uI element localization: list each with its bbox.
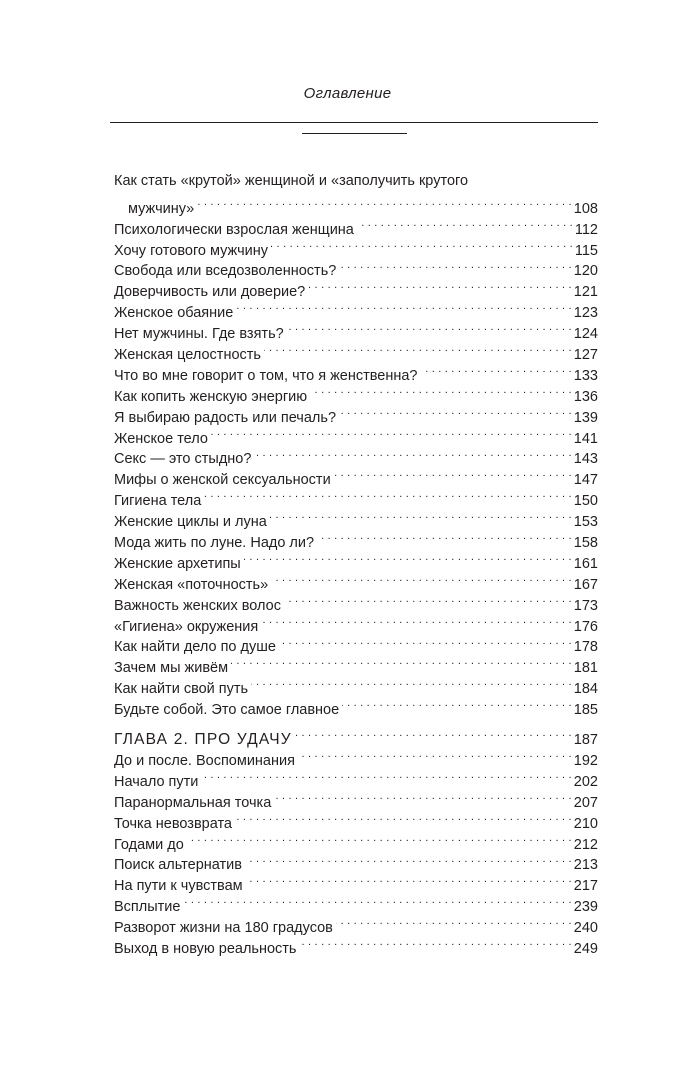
toc-entry-page: 124 [573,326,598,343]
toc-entry-page: 185 [573,702,598,719]
toc-leader-dots [298,744,572,765]
toc-entry [114,693,598,719]
toc-entry-page: 123 [573,305,598,322]
toc-entry-page: 161 [573,555,598,572]
toc-entry [114,422,598,447]
toc-entry [114,380,598,405]
toc-entry-page: 178 [573,639,598,656]
toc-leader-dots [295,723,572,744]
toc-entry-page: 213 [573,857,598,874]
chapter-page: 187 [573,732,598,749]
toc-leader-dots [279,631,572,652]
toc-entry [114,869,598,895]
toc-entry-title: Мода жить по луне. Надо ли? [114,535,315,552]
toc-entry-title: Гигиена тела [114,493,202,510]
toc-leader-dots [236,296,571,317]
toc-entry-title: Я выбираю радость или печаль? [114,409,337,426]
toc-entry-title: мужчину» [128,200,195,217]
toc-entry [114,484,598,510]
toc-leader-dots [339,401,572,422]
toc-leader-dots [211,422,572,443]
toc-leader-dots [317,526,572,547]
toc-entry [114,443,598,468]
toc-entry-title: Зачем мы живём [114,660,229,677]
toc-entry [114,547,598,572]
toc-leader-dots [204,484,572,505]
toc-entry-title: Нет мужчины. Где взять? [114,326,284,343]
toc-leader-dots [342,693,572,714]
toc-leader-dots [197,192,572,213]
toc-entry [114,890,598,916]
toc-leader-dots [264,338,572,359]
toc-entry-title: Мифы о женской сексуальности [114,472,331,489]
toc-entry-page: 249 [573,940,598,957]
toc-entry-title: Женское обаяние [114,305,234,322]
toc-entry-title: Как найти свой путь [114,681,249,698]
toc-list-part-2 [114,744,598,957]
toc-entry-page: 173 [573,597,598,614]
toc-entry-title: Женская целостность [114,347,261,364]
toc-leader-dots [284,589,572,610]
toc-entry-title: Секс — это стыдно? [114,451,252,468]
toc-entry-page: 207 [573,794,598,811]
toc-leader-dots [339,255,571,276]
toc-entry [114,651,598,677]
toc-chapter-heading [114,723,598,749]
toc-entry [114,568,598,593]
toc-entry-page: 158 [573,535,598,552]
toc-leader-dots [254,443,571,464]
toc-entry-title: Доверчивость или доверие? [114,284,306,301]
toc-entry [114,192,598,217]
header-rule-long [110,122,598,123]
toc-leader-dots [271,234,573,255]
toc-leader-dots [336,911,572,932]
running-header: Оглавление [303,85,392,102]
toc-entry-title: До и после. Воспоминания [114,752,295,769]
toc-entry [114,401,598,426]
toc-entry [114,589,598,614]
toc-leader-dots [187,828,572,849]
toc-leader-dots [421,359,572,380]
toc-entry [114,631,598,656]
toc-entry-title: Начало пути [114,773,199,790]
toc-entry [114,338,598,364]
toc-entry-page: 212 [573,836,598,853]
toc-entry-page: 210 [573,815,598,832]
toc-entry-page: 167 [573,576,598,593]
toc-leader-dots [244,547,572,568]
toc-entry-page: 121 [573,284,598,301]
toc-entry-title: Будьте собой. Это самое главное [114,702,340,719]
toc-entry-page: 143 [573,451,598,468]
toc-entry-title: Свобода или вседозволенность? [114,263,337,280]
toc-entry-page: 150 [573,493,598,510]
toc-entry [114,672,598,698]
toc-entry-title: Годами до [114,836,184,853]
toc-leader-dots [231,651,572,672]
toc-entry [114,526,598,552]
toc-leader-dots [299,932,571,953]
toc-entry-page: 192 [573,752,598,769]
toc-entry-page: 133 [573,367,598,384]
toc-entry [114,911,598,937]
toc-entry-title: Хочу готового мужчину [114,242,269,259]
toc-entry-title: Женская «поточность» [114,576,269,593]
toc-entry-page: 139 [573,409,598,426]
toc-entry-page: 176 [573,618,598,635]
toc-entry-title: Что во мне говорит о том, что я женственна? [114,367,418,384]
toc-entry [114,505,598,531]
toc-leader-dots [270,505,572,526]
toc-entry [114,317,598,343]
header-rule-short [302,133,407,134]
toc-entry-title: Поиск альтернатив [114,857,242,874]
toc-entry-title: Важность женских волос [114,597,281,614]
toc-entry-title: На пути к чувствам [114,878,243,895]
toc-entry-title: Паранормальная точка [114,794,272,811]
toc-entry-page: 153 [573,514,598,531]
toc-entry-page: 127 [573,347,598,364]
toc-entry-page: 181 [573,660,598,677]
toc-entry-title: Психологически взрослая женщина [114,221,354,238]
toc-entry-page: 108 [573,200,598,217]
toc-leader-dots [251,672,572,693]
toc-entry [114,275,598,301]
toc-entry-page: 184 [573,681,598,698]
toc-entry-title: Как найти дело по душе [114,639,276,656]
toc-entry-title: Женское тело [114,430,208,447]
toc-entry [114,296,598,322]
toc-leader-dots [310,380,572,401]
toc-leader-dots [308,275,572,296]
toc-entry-page: 240 [573,920,598,937]
toc-leader-dots [261,610,572,631]
toc-entry-title: Как копить женскую энергию [114,388,308,405]
toc-entry-page: 202 [573,773,598,790]
toc-entry-title: Выход в новую реальность [114,940,297,957]
toc-leader-dots [235,807,572,828]
toc-entry [114,234,598,259]
toc-entry [114,359,598,384]
toc-entry-page: 120 [573,263,598,280]
toc-list-part-1 [114,213,598,719]
chapter-title: ГЛАВА 2. ПРО УДАЧУ [114,731,292,749]
toc-entry-page: 147 [573,472,598,489]
toc-entry-page: 217 [573,878,598,895]
toc-entry-page: 136 [573,388,598,405]
toc-entry-title: Точка невозврата [114,815,232,832]
toc-leader-dots [201,765,571,786]
toc-entry-title: «Гигиена» окружения [114,618,259,635]
toc-entry [114,255,598,280]
toc-entry [114,213,598,238]
toc-entry-page: 141 [573,430,598,447]
toc-entry-page: 112 [574,221,598,238]
toc-entry [114,744,598,769]
toc-leader-dots [183,890,571,911]
toc-entry [114,610,598,635]
toc-entry [114,463,598,489]
toc-entry [114,765,598,790]
toc-entry [114,786,598,811]
toc-entry [114,828,598,853]
toc-leader-dots [334,463,572,484]
toc-entry-title: Женские архетипы [114,555,241,572]
toc-entry-title: Всплытие [114,899,181,916]
toc-leader-dots [246,869,572,890]
toc-entry-title: Разворот жизни на 180 градусов [114,920,333,937]
toc-leader-dots [271,568,572,589]
toc-leader-dots [357,213,573,234]
toc-entry-page: 239 [573,899,598,916]
toc-entry [114,849,598,874]
table-of-contents [114,171,598,957]
toc-entry-first-line: Как стать «крутой» женщиной и «заполучить крутого [114,173,469,189]
toc-entry [114,932,598,957]
toc-leader-dots [287,317,572,338]
toc-entry-title: Женские циклы и луна [114,514,267,531]
toc-leader-dots [274,786,572,807]
toc-entry [114,807,598,832]
toc-leader-dots [245,849,572,870]
toc-entry-page: 115 [574,242,598,259]
